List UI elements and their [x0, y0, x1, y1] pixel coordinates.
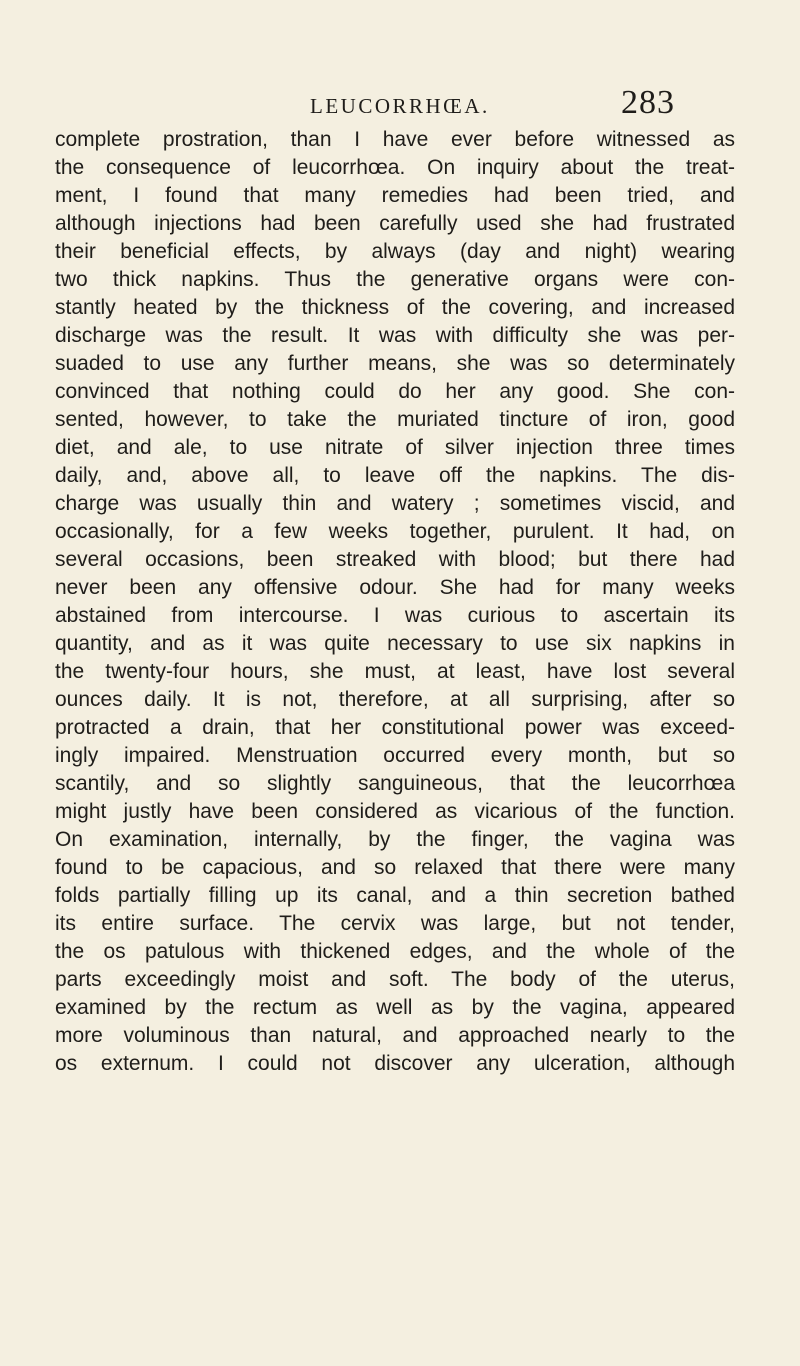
text-line: convinced that nothing could do her any good. She con-: [55, 380, 735, 403]
text-line: examined by the rectum as well as by the vagina, appeared: [55, 996, 735, 1019]
text-line: found to be capacious, and so relaxed that there were many: [55, 856, 735, 879]
text-line: folds partially filling up its canal, and a thin secretion bathed: [55, 884, 735, 907]
text-line: although injections had been carefully used she had frustrated: [55, 212, 735, 235]
text-line: parts exceedingly moist and soft. The body of the uterus,: [55, 968, 735, 991]
body-text: [55, 126, 735, 1078]
text-line: sented, however, to take the muriated tincture of iron, good: [55, 408, 735, 431]
text-line: daily, and, above all, to leave off the napkins. The dis-: [55, 464, 735, 487]
text-line: abstained from intercourse. I was curious to ascertain its: [55, 604, 735, 627]
text-line: might justly have been considered as vicarious of the function.: [55, 800, 735, 823]
page-number: 283: [621, 84, 675, 121]
text-line: stantly heated by the thickness of the covering, and increased: [55, 296, 735, 319]
text-line: the consequence of leucorrhœa. On inquiry about the treat-: [55, 156, 735, 179]
text-line: ingly impaired. Menstruation occurred every month, but so: [55, 744, 735, 767]
text-line: its entire surface. The cervix was large, but not tender,: [55, 912, 735, 935]
text-line: never been any offensive odour. She had for many weeks: [55, 576, 735, 599]
text-line: the os patulous with thickened edges, and the whole of the: [55, 940, 735, 963]
text-line: several occasions, been streaked with blood; but there had: [55, 548, 735, 571]
text-line: On examination, internally, by the finger, the vagina was: [55, 828, 735, 851]
text-line: more voluminous than natural, and approached nearly to the: [55, 1024, 735, 1047]
text-line: scantily, and so slightly sanguineous, that the leucorrhœa: [55, 772, 735, 795]
text-line: charge was usually thin and watery ; sometimes viscid, and: [55, 492, 735, 515]
text-line: suaded to use any further means, she was so determinately: [55, 352, 735, 375]
text-line: os externum. I could not discover any ulceration, although: [55, 1052, 735, 1075]
text-line: diet, and ale, to use nitrate of silver injection three times: [55, 436, 735, 459]
text-line: discharge was the result. It was with difficulty she was per-: [55, 324, 735, 347]
text-line: their beneficial effects, by always (day and night) wearing: [55, 240, 735, 263]
text-line: two thick napkins. Thus the generative organs were con-: [55, 268, 735, 291]
text-line: ment, I found that many remedies had been tried, and: [55, 184, 735, 207]
running-title: LEUCORRHŒA.: [310, 94, 490, 118]
text-line: protracted a drain, that her constitutional power was exceed-: [55, 716, 735, 739]
text-line: ounces daily. It is not, therefore, at all surprising, after so: [55, 688, 735, 711]
running-head: [0, 84, 800, 124]
text-line: occasionally, for a few weeks together, purulent. It had, on: [55, 520, 735, 543]
text-line: the twenty-four hours, she must, at least, have lost several: [55, 660, 735, 683]
text-line: quantity, and as it was quite necessary to use six napkins in: [55, 632, 735, 655]
text-line: complete prostration, than I have ever before witnessed as: [55, 128, 735, 151]
